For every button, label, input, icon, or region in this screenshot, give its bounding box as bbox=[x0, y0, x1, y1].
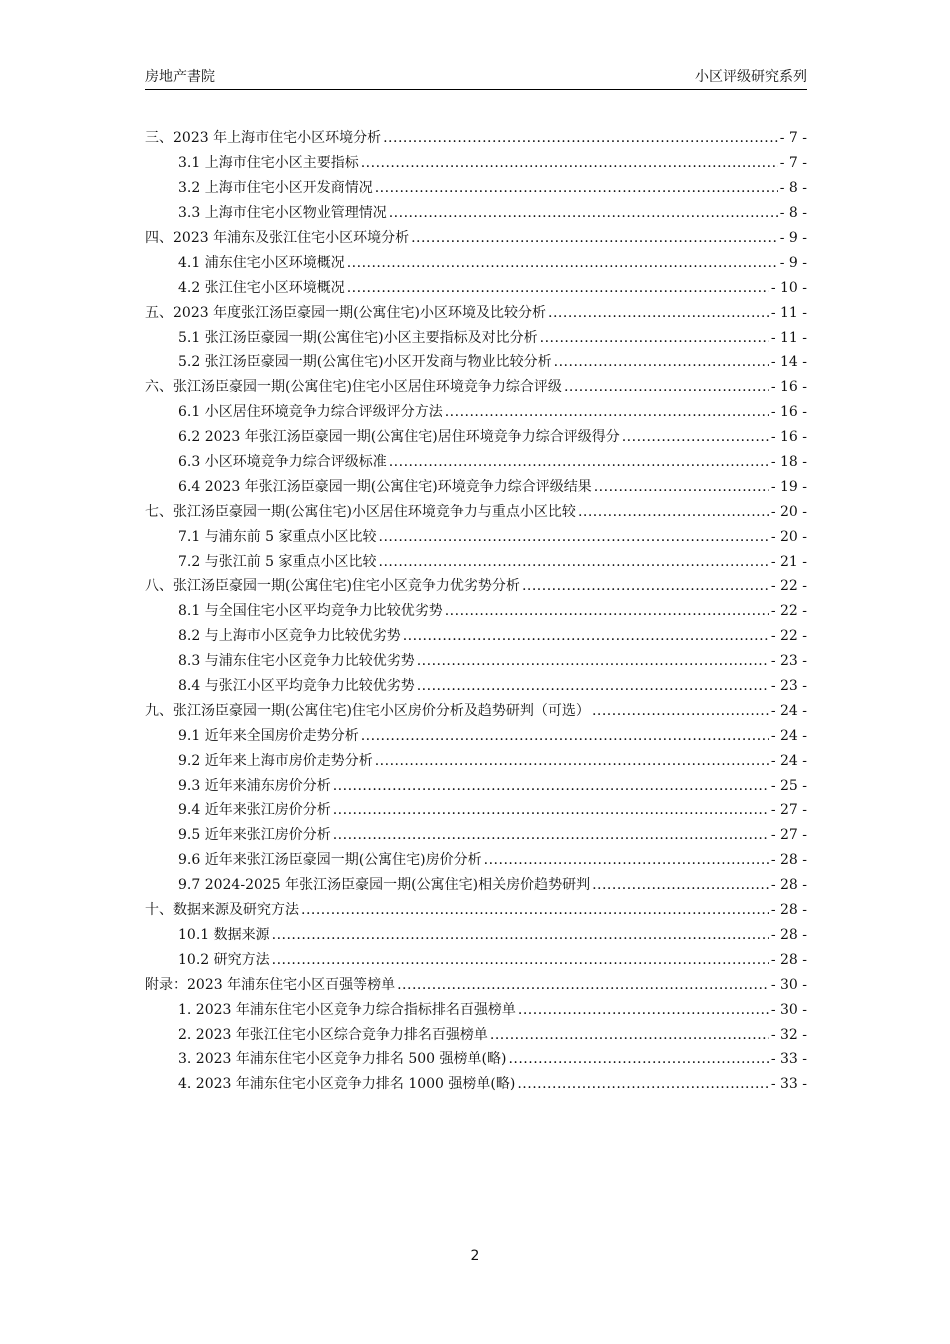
toc-entry-page: - 8 - bbox=[779, 180, 807, 197]
toc-entry-title: 9.2 近年来上海市房价走势分析 bbox=[178, 752, 373, 769]
toc-section-entry[interactable] bbox=[145, 574, 807, 599]
toc-dot-leader bbox=[594, 478, 769, 496]
toc-entry-page: - 24 - bbox=[770, 727, 807, 744]
toc-entry-page: - 20 - bbox=[770, 528, 807, 545]
toc-subsection-entry[interactable] bbox=[145, 151, 807, 176]
toc-section-entry[interactable] bbox=[145, 898, 807, 923]
toc-entry-title: 附录：2023 年浦东住宅小区百强等榜单 bbox=[145, 976, 396, 993]
toc-entry-title: 6.1 小区居住环境竞争力综合评级评分方法 bbox=[178, 404, 443, 421]
toc-entry-title: 4. 2023 年浦东住宅小区竞争力排名 1000 强榜单(略) bbox=[178, 1076, 516, 1093]
toc-subsection-entry[interactable] bbox=[145, 649, 807, 674]
toc-entry-page: - 9 - bbox=[779, 230, 807, 246]
toc-entry-title: 10.2 研究方法 bbox=[178, 951, 270, 968]
toc-entry-page: - 22 - bbox=[770, 603, 807, 620]
toc-dot-leader bbox=[622, 428, 769, 446]
toc-subsection-entry[interactable] bbox=[145, 624, 807, 649]
toc-section-entry[interactable] bbox=[145, 375, 807, 400]
toc-entry-page: - 22 - bbox=[770, 578, 807, 595]
toc-entry-title: 8.2 与上海市小区竞争力比较优劣势 bbox=[178, 628, 401, 645]
toc-entry-title: 十、数据来源及研究方法 bbox=[145, 902, 299, 919]
toc-entry-title: 五、2023 年度张江汤臣豪园一期(公寓住宅)小区环境及比较分析 bbox=[145, 304, 547, 321]
toc-subsection-entry[interactable] bbox=[145, 674, 807, 699]
toc-dot-leader bbox=[508, 1050, 768, 1068]
toc-entry-page: - 7 - bbox=[779, 155, 807, 172]
toc-dot-leader bbox=[578, 503, 769, 521]
toc-dot-leader bbox=[383, 129, 778, 147]
toc-entry-page: - 10 - bbox=[770, 279, 807, 296]
toc-entry-title: 三、2023 年上海市住宅小区环境分析 bbox=[145, 130, 382, 147]
toc-entry-title: 9.6 近年来张江汤臣豪园一期(公寓住宅)房价分析 bbox=[178, 852, 482, 869]
toc-entry-page: - 11 - bbox=[770, 304, 807, 321]
toc-subsection-entry[interactable] bbox=[145, 350, 807, 375]
toc-dot-leader bbox=[389, 453, 769, 471]
toc-entry-page: - 21 - bbox=[770, 553, 807, 570]
toc-dot-leader bbox=[411, 229, 778, 247]
toc-section-entry[interactable] bbox=[145, 972, 807, 997]
toc-section-entry[interactable] bbox=[145, 126, 807, 151]
toc-entry-page: - 22 - bbox=[770, 628, 807, 645]
toc-entry-page: - 28 - bbox=[770, 902, 807, 919]
toc-subsection-entry[interactable] bbox=[145, 275, 807, 300]
toc-entry-page: - 28 - bbox=[770, 926, 807, 943]
toc-dot-leader bbox=[518, 1001, 769, 1019]
toc-subsection-entry[interactable] bbox=[145, 599, 807, 624]
toc-entry-page: - 33 - bbox=[770, 1051, 807, 1068]
toc-dot-leader bbox=[445, 403, 769, 421]
toc-subsection-entry[interactable] bbox=[145, 1022, 807, 1047]
page-header bbox=[145, 67, 807, 90]
toc-entry-title: 六、张江汤臣豪园一期(公寓住宅)住宅小区居住环境竞争力综合评级 bbox=[145, 379, 562, 396]
toc-dot-leader bbox=[548, 304, 769, 322]
toc-subsection-entry[interactable] bbox=[145, 201, 807, 226]
toc-dot-leader bbox=[522, 577, 769, 595]
toc-dot-leader bbox=[272, 951, 769, 969]
toc-entry-title: 10.1 数据来源 bbox=[178, 926, 270, 943]
toc-subsection-entry[interactable] bbox=[145, 798, 807, 823]
toc-entry-title: 9.5 近年来张江房价分析 bbox=[178, 827, 331, 844]
toc-dot-leader bbox=[347, 279, 769, 297]
toc-dot-leader bbox=[417, 652, 769, 670]
toc-dot-leader bbox=[484, 851, 769, 869]
toc-entry-title: 5.1 张江汤臣豪园一期(公寓住宅)小区主要指标及对比分析 bbox=[178, 329, 538, 346]
toc-dot-leader bbox=[517, 1075, 768, 1093]
toc-entry-page: - 32 - bbox=[770, 1026, 807, 1043]
toc-dot-leader bbox=[445, 602, 769, 620]
toc-entry-title: 9.4 近年来张江房价分析 bbox=[178, 802, 331, 819]
toc-entry-page: - 28 - bbox=[770, 951, 807, 968]
toc-subsection-entry[interactable] bbox=[145, 823, 807, 848]
toc-entry-page: - 24 - bbox=[770, 752, 807, 769]
toc-entry-title: 9.1 近年来全国房价走势分析 bbox=[178, 727, 359, 744]
toc-subsection-entry[interactable] bbox=[145, 176, 807, 201]
toc-dot-leader bbox=[347, 254, 778, 272]
toc-subsection-entry[interactable] bbox=[145, 947, 807, 972]
toc-entry-title: 8.4 与张江小区平均竞争力比较优劣势 bbox=[178, 678, 415, 695]
toc-entry-title: 4.2 张江住宅小区环境概况 bbox=[178, 279, 345, 296]
toc-entry-page: - 33 - bbox=[770, 1076, 807, 1093]
toc-entry-title: 九、张江汤臣豪园一期(公寓住宅)住宅小区房价分析及趋势研判（可选） bbox=[145, 702, 590, 719]
toc-section-entry[interactable] bbox=[145, 499, 807, 524]
toc-subsection-entry[interactable] bbox=[145, 250, 807, 275]
toc-entry-page: - 23 - bbox=[770, 653, 807, 670]
toc-entry-title: 八、张江汤臣豪园一期(公寓住宅)住宅小区竞争力优劣势分析 bbox=[145, 578, 520, 595]
toc-entry-title: 9.3 近年来浦东房价分析 bbox=[178, 777, 331, 794]
toc-dot-leader bbox=[333, 826, 769, 844]
toc-entry-title: 四、2023 年浦东及张江住宅小区环境分析 bbox=[145, 230, 410, 246]
toc-entry-title: 6.4 2023 年张江汤臣豪园一期(公寓住宅)环境竞争力综合评级结果 bbox=[178, 478, 592, 495]
toc-subsection-entry[interactable] bbox=[145, 723, 807, 748]
toc-entry-page: - 11 - bbox=[770, 329, 807, 346]
toc-entry-page: - 28 - bbox=[770, 852, 807, 869]
toc-section-entry[interactable] bbox=[145, 300, 807, 325]
toc-entry-page: - 30 - bbox=[770, 1001, 807, 1018]
toc-dot-leader bbox=[379, 553, 769, 571]
toc-entry-page: - 18 - bbox=[770, 454, 807, 471]
toc-entry-page: - 19 - bbox=[770, 478, 807, 495]
toc-dot-leader bbox=[417, 677, 769, 695]
toc-entry-page: - 7 - bbox=[779, 130, 807, 147]
toc-dot-leader bbox=[333, 777, 769, 795]
toc-section-entry[interactable] bbox=[145, 226, 807, 251]
toc-dot-leader bbox=[389, 204, 778, 222]
header-publisher: 房地产書院 bbox=[145, 69, 215, 85]
toc-subsection-entry[interactable] bbox=[145, 997, 807, 1022]
toc-subsection-entry[interactable] bbox=[145, 524, 807, 549]
toc-entry-page: - 8 - bbox=[779, 205, 807, 222]
toc-subsection-entry[interactable] bbox=[145, 1047, 807, 1072]
toc-dot-leader bbox=[564, 378, 769, 396]
toc-subsection-entry[interactable] bbox=[145, 549, 807, 574]
toc-entry-page: - 20 - bbox=[770, 503, 807, 520]
toc-dot-leader bbox=[333, 801, 769, 819]
toc-dot-leader bbox=[490, 1026, 769, 1044]
toc-entry-title: 4.1 浦东住宅小区环境概况 bbox=[178, 254, 345, 271]
toc-section-entry[interactable] bbox=[145, 698, 807, 723]
toc-subsection-entry[interactable] bbox=[145, 1072, 807, 1097]
toc-dot-leader bbox=[592, 702, 769, 720]
toc-entry-title: 七、张江汤臣豪园一期(公寓住宅)小区居住环境竞争力与重点小区比较 bbox=[145, 503, 576, 520]
toc-entry-page: - 9 - bbox=[779, 254, 807, 271]
toc-dot-leader bbox=[397, 976, 769, 994]
toc-subsection-entry[interactable] bbox=[145, 773, 807, 798]
toc-entry-title: 3. 2023 年浦东住宅小区竞争力排名 500 强榜单(略) bbox=[178, 1051, 507, 1068]
toc-entry-page: - 27 - bbox=[770, 802, 807, 819]
toc-subsection-entry[interactable] bbox=[145, 450, 807, 475]
toc-entry-title: 6.3 小区环境竞争力综合评级标准 bbox=[178, 454, 387, 471]
toc-entry-page: - 16 - bbox=[770, 404, 807, 421]
toc-dot-leader bbox=[301, 901, 769, 919]
toc-entry-page: - 28 - bbox=[770, 877, 807, 894]
toc-subsection-entry[interactable] bbox=[145, 923, 807, 948]
toc-dot-leader bbox=[403, 627, 769, 645]
toc-dot-leader bbox=[375, 179, 778, 197]
toc-subsection-entry[interactable] bbox=[145, 748, 807, 773]
toc-dot-leader bbox=[272, 926, 769, 944]
toc-entry-title: 3.2 上海市住宅小区开发商情况 bbox=[178, 180, 373, 197]
toc-subsection-entry[interactable] bbox=[145, 474, 807, 499]
toc-entry-page: - 16 - bbox=[770, 429, 807, 446]
toc-subsection-entry[interactable] bbox=[145, 425, 807, 450]
toc-entry-page: - 24 - bbox=[770, 702, 807, 719]
toc-entry-page: - 16 - bbox=[770, 379, 807, 396]
toc-entry-title: 6.2 2023 年张江汤臣豪园一期(公寓住宅)居住环境竞争力综合评级得分 bbox=[178, 429, 620, 446]
toc-entry-title: 9.7 2024-2025 年张江汤臣豪园一期(公寓住宅)相关房价趋势研判 bbox=[178, 877, 591, 894]
toc-entry-title: 3.1 上海市住宅小区主要指标 bbox=[178, 155, 359, 172]
toc-entry-title: 8.1 与全国住宅小区平均竞争力比较优劣势 bbox=[178, 603, 443, 620]
toc-dot-leader bbox=[554, 353, 769, 371]
toc-dot-leader bbox=[379, 528, 769, 546]
toc-entry-page: - 25 - bbox=[770, 777, 807, 794]
toc-dot-leader bbox=[361, 154, 778, 172]
toc-entry-title: 2. 2023 年张江住宅小区综合竞争力排名百强榜单 bbox=[178, 1026, 488, 1043]
toc-entry-title: 7.2 与张江前 5 家重点小区比较 bbox=[178, 553, 377, 570]
toc-dot-leader bbox=[540, 329, 769, 347]
toc-entry-page: - 27 - bbox=[770, 827, 807, 844]
toc-dot-leader bbox=[375, 752, 769, 770]
toc-dot-leader bbox=[361, 727, 769, 745]
toc-dot-leader bbox=[592, 876, 769, 894]
toc-subsection-entry[interactable] bbox=[145, 848, 807, 873]
toc-entry-title: 5.2 张江汤臣豪园一期(公寓住宅)小区开发商与物业比较分析 bbox=[178, 354, 552, 371]
toc-entry-page: - 30 - bbox=[770, 976, 807, 993]
toc-entry-title: 7.1 与浦东前 5 家重点小区比较 bbox=[178, 528, 377, 545]
toc-entry-title: 8.3 与浦东住宅小区竞争力比较优劣势 bbox=[178, 653, 415, 670]
toc-entry-title: 3.3 上海市住宅小区物业管理情况 bbox=[178, 205, 387, 222]
toc-entry-page: - 14 - bbox=[770, 354, 807, 371]
toc-entry-page: - 23 - bbox=[770, 678, 807, 695]
toc-subsection-entry[interactable] bbox=[145, 400, 807, 425]
header-series-title: 小区评级研究系列 bbox=[695, 69, 807, 85]
toc-subsection-entry[interactable] bbox=[145, 873, 807, 898]
table-of-contents bbox=[145, 126, 807, 1097]
toc-subsection-entry[interactable] bbox=[145, 325, 807, 350]
page-number: 2 bbox=[470, 1248, 480, 1264]
toc-entry-title: 1. 2023 年浦东住宅小区竞争力综合指标排名百强榜单 bbox=[178, 1001, 516, 1018]
